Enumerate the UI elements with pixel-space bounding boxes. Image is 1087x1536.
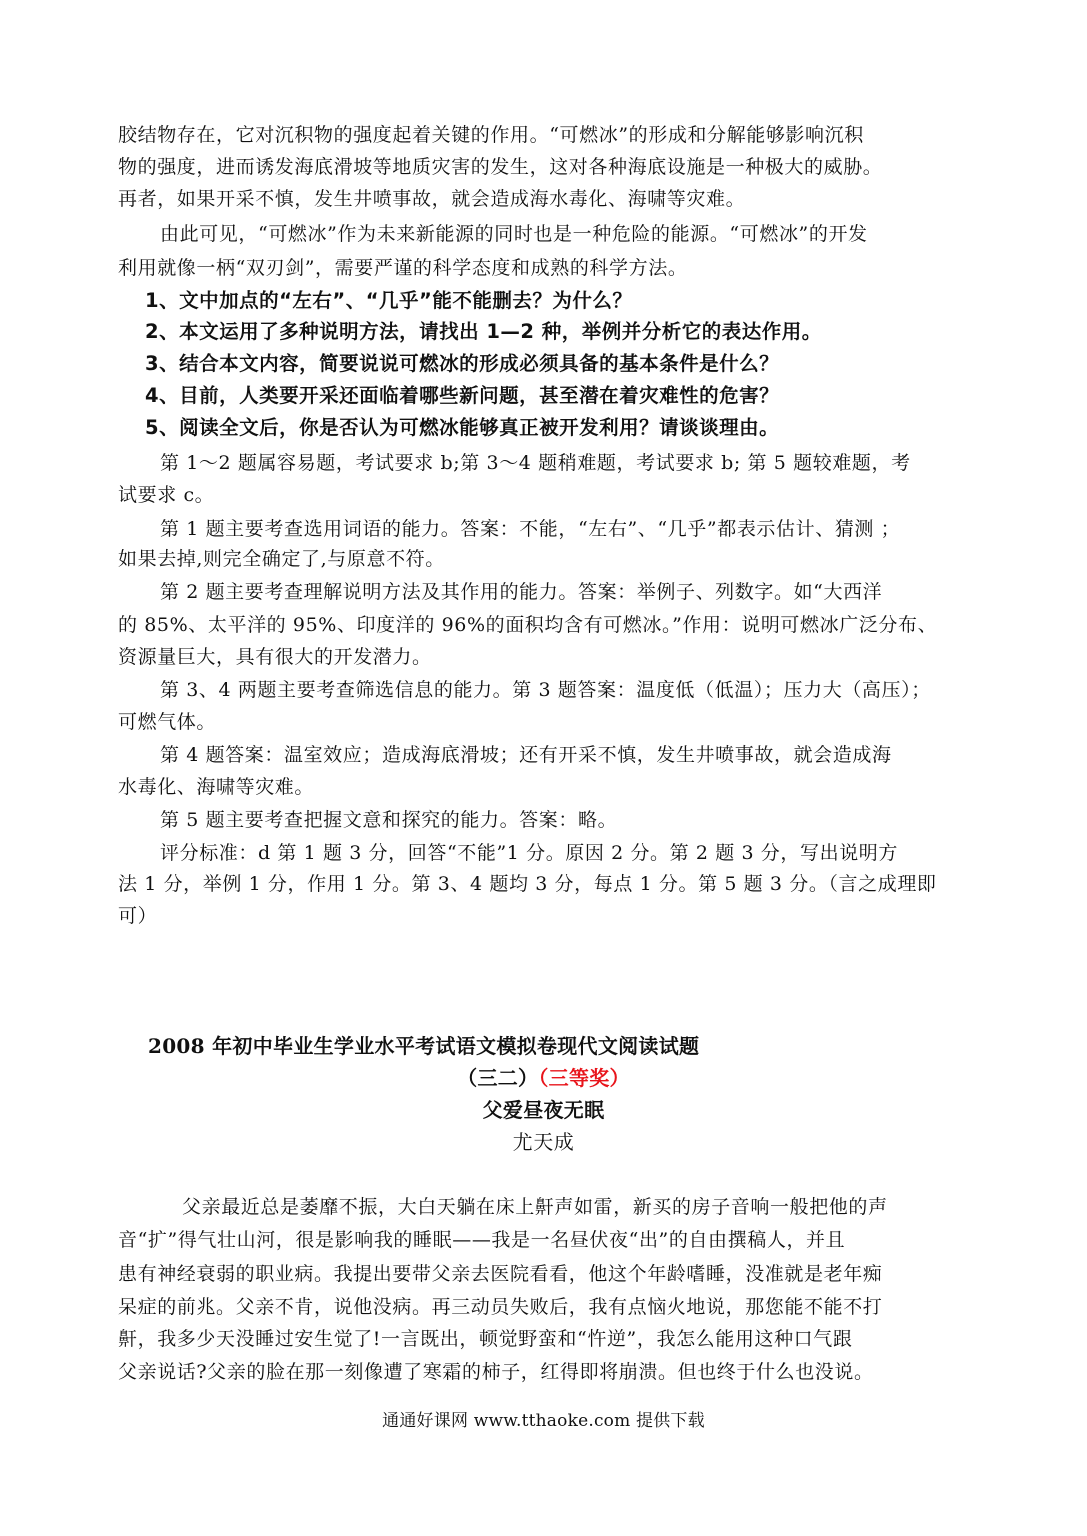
answer-line: 水毒化、海啸等灾难。 (118, 776, 315, 798)
answer-line: 第 3、4 两题主要考查筛选信息的能力。第 3 题答案：温度低（低温）；压力大（高压）； (160, 679, 931, 701)
story-line: 音“扩”得气壮山河，很是影响我的睡眠——我是一名昼伏夜“出”的自由撰稿人，并且 (118, 1229, 846, 1251)
text-line: 胶结物存在，它对沉积物的强度起着关键的作用。“可燃冰”的形成和分解能够影响沉积 (118, 124, 864, 146)
answer-line: 可燃气体。 (118, 711, 217, 733)
section-subtitle (0, 1066, 1087, 1090)
answer-line: 评分标准：d 第 1 题 3 分，回答“不能”1 分。原因 2 分。第 2 题 3 分，写出说明方 (160, 842, 898, 864)
answer-line: 第 1 题主要考查选用词语的能力。答案：不能，“左右”、“几乎”都表示估计、猜测 ； (160, 518, 901, 540)
text-line: 物的强度，进而诱发海底滑坡等地质灾害的发生，这对各种海底设施是一种极大的威胁。 (118, 156, 883, 178)
question-3: 3、结合本文内容，简要说说可燃冰的形成必须具备的基本条件是什么？ (145, 352, 780, 375)
story-line: 呆症的前兆。父亲不肯，说他没病。再三动员失败后，我有点恼火地说，那您能不能不打 (118, 1296, 883, 1318)
answer-line: 第 4 题答案：温室效应；造成海底滑坡；还有开采不慎，发生井喷事故，就会造成海 (160, 744, 892, 766)
answer-line: 的 85%、太平洋的 95%、印度洋的 96%的面积均含有可燃冰。”作用：说明可燃冰广泛分布、 (118, 614, 938, 636)
story-line: 鼾，我多少天没睡过安生觉了!一言既出，顿觉野蛮和“忤逆”，我怎么能用这种口气跟 (118, 1328, 853, 1350)
article-author: 尤天成 (512, 1130, 575, 1154)
section-title: 2008 年初中毕业生学业水平考试语文模拟卷现代文阅读试题 (148, 1034, 700, 1058)
question-5: 5、阅读全文后，你是否认为可燃冰能够真正被开发利用？请谈谈理由。 (145, 416, 780, 439)
page-footer: 通通好课网 www.tthaoke.com 提供下载 (382, 1411, 705, 1431)
answer-line: 可） (118, 905, 158, 927)
article-title: 父爱昼夜无眠 (482, 1098, 605, 1122)
answer-line: 试要求 c。 (118, 484, 215, 506)
answer-line: 第 5 题主要考查把握文意和探究的能力。答案：略。 (160, 809, 618, 831)
text-line: 由此可见，“可燃冰”作为未来新能源的同时也是一种危险的能源。“可燃冰”的开发 (160, 223, 868, 245)
question-1: 1、文中加点的“左右”、“几乎”能不能删去？为什么？ (145, 289, 633, 312)
story-line: 患有神经衰弱的职业病。我提出要带父亲去医院看看，他这个年龄嗜睡，没准就是老年痴 (118, 1263, 883, 1285)
answer-line: 第 2 题主要考查理解说明方法及其作用的能力。答案：举例子、列数字。如“大西洋 (160, 581, 883, 603)
answer-line: 资源量巨大，具有很大的开发潜力。 (118, 646, 432, 668)
story-line: 父亲说话?父亲的脸在那一刻像遭了寒霜的柿子，红得即将崩溃。但也终于什么也没说。 (118, 1361, 874, 1383)
question-4: 4、目前，人类要开采还面临着哪些新问题，甚至潜在着灾难性的危害？ (145, 384, 780, 407)
award-label: （三等奖） (538, 1066, 630, 1090)
question-2: 2、本文运用了多种说明方法，请找出 1—2 种，举例并分析它的表达作用。 (145, 320, 822, 343)
section-number: （三二） (457, 1066, 539, 1090)
answer-line: 第 1～2 题属容易题，考试要求 b;第 3～4 题稍难题，考试要求 b; 第 5 题较难题，考 (160, 452, 911, 474)
text-line: 利用就像一柄“双刃剑”，需要严谨的科学态度和成熟的科学方法。 (118, 257, 688, 279)
answer-line: 如果去掉,则完全确定了,与原意不符。 (118, 548, 445, 570)
text-line: 再者，如果开采不慎，发生井喷事故，就会造成海水毒化、海啸等灾难。 (118, 188, 746, 210)
answer-line: 法 1 分，举例 1 分，作用 1 分。第 3、4 题均 3 分，每点 1 分。第 5 题 3 分。（言之成理即 (118, 873, 937, 895)
story-line: 父亲最近总是萎靡不振，大白天躺在床上鼾声如雷，新买的房子音响一般把他的声 (182, 1196, 888, 1218)
